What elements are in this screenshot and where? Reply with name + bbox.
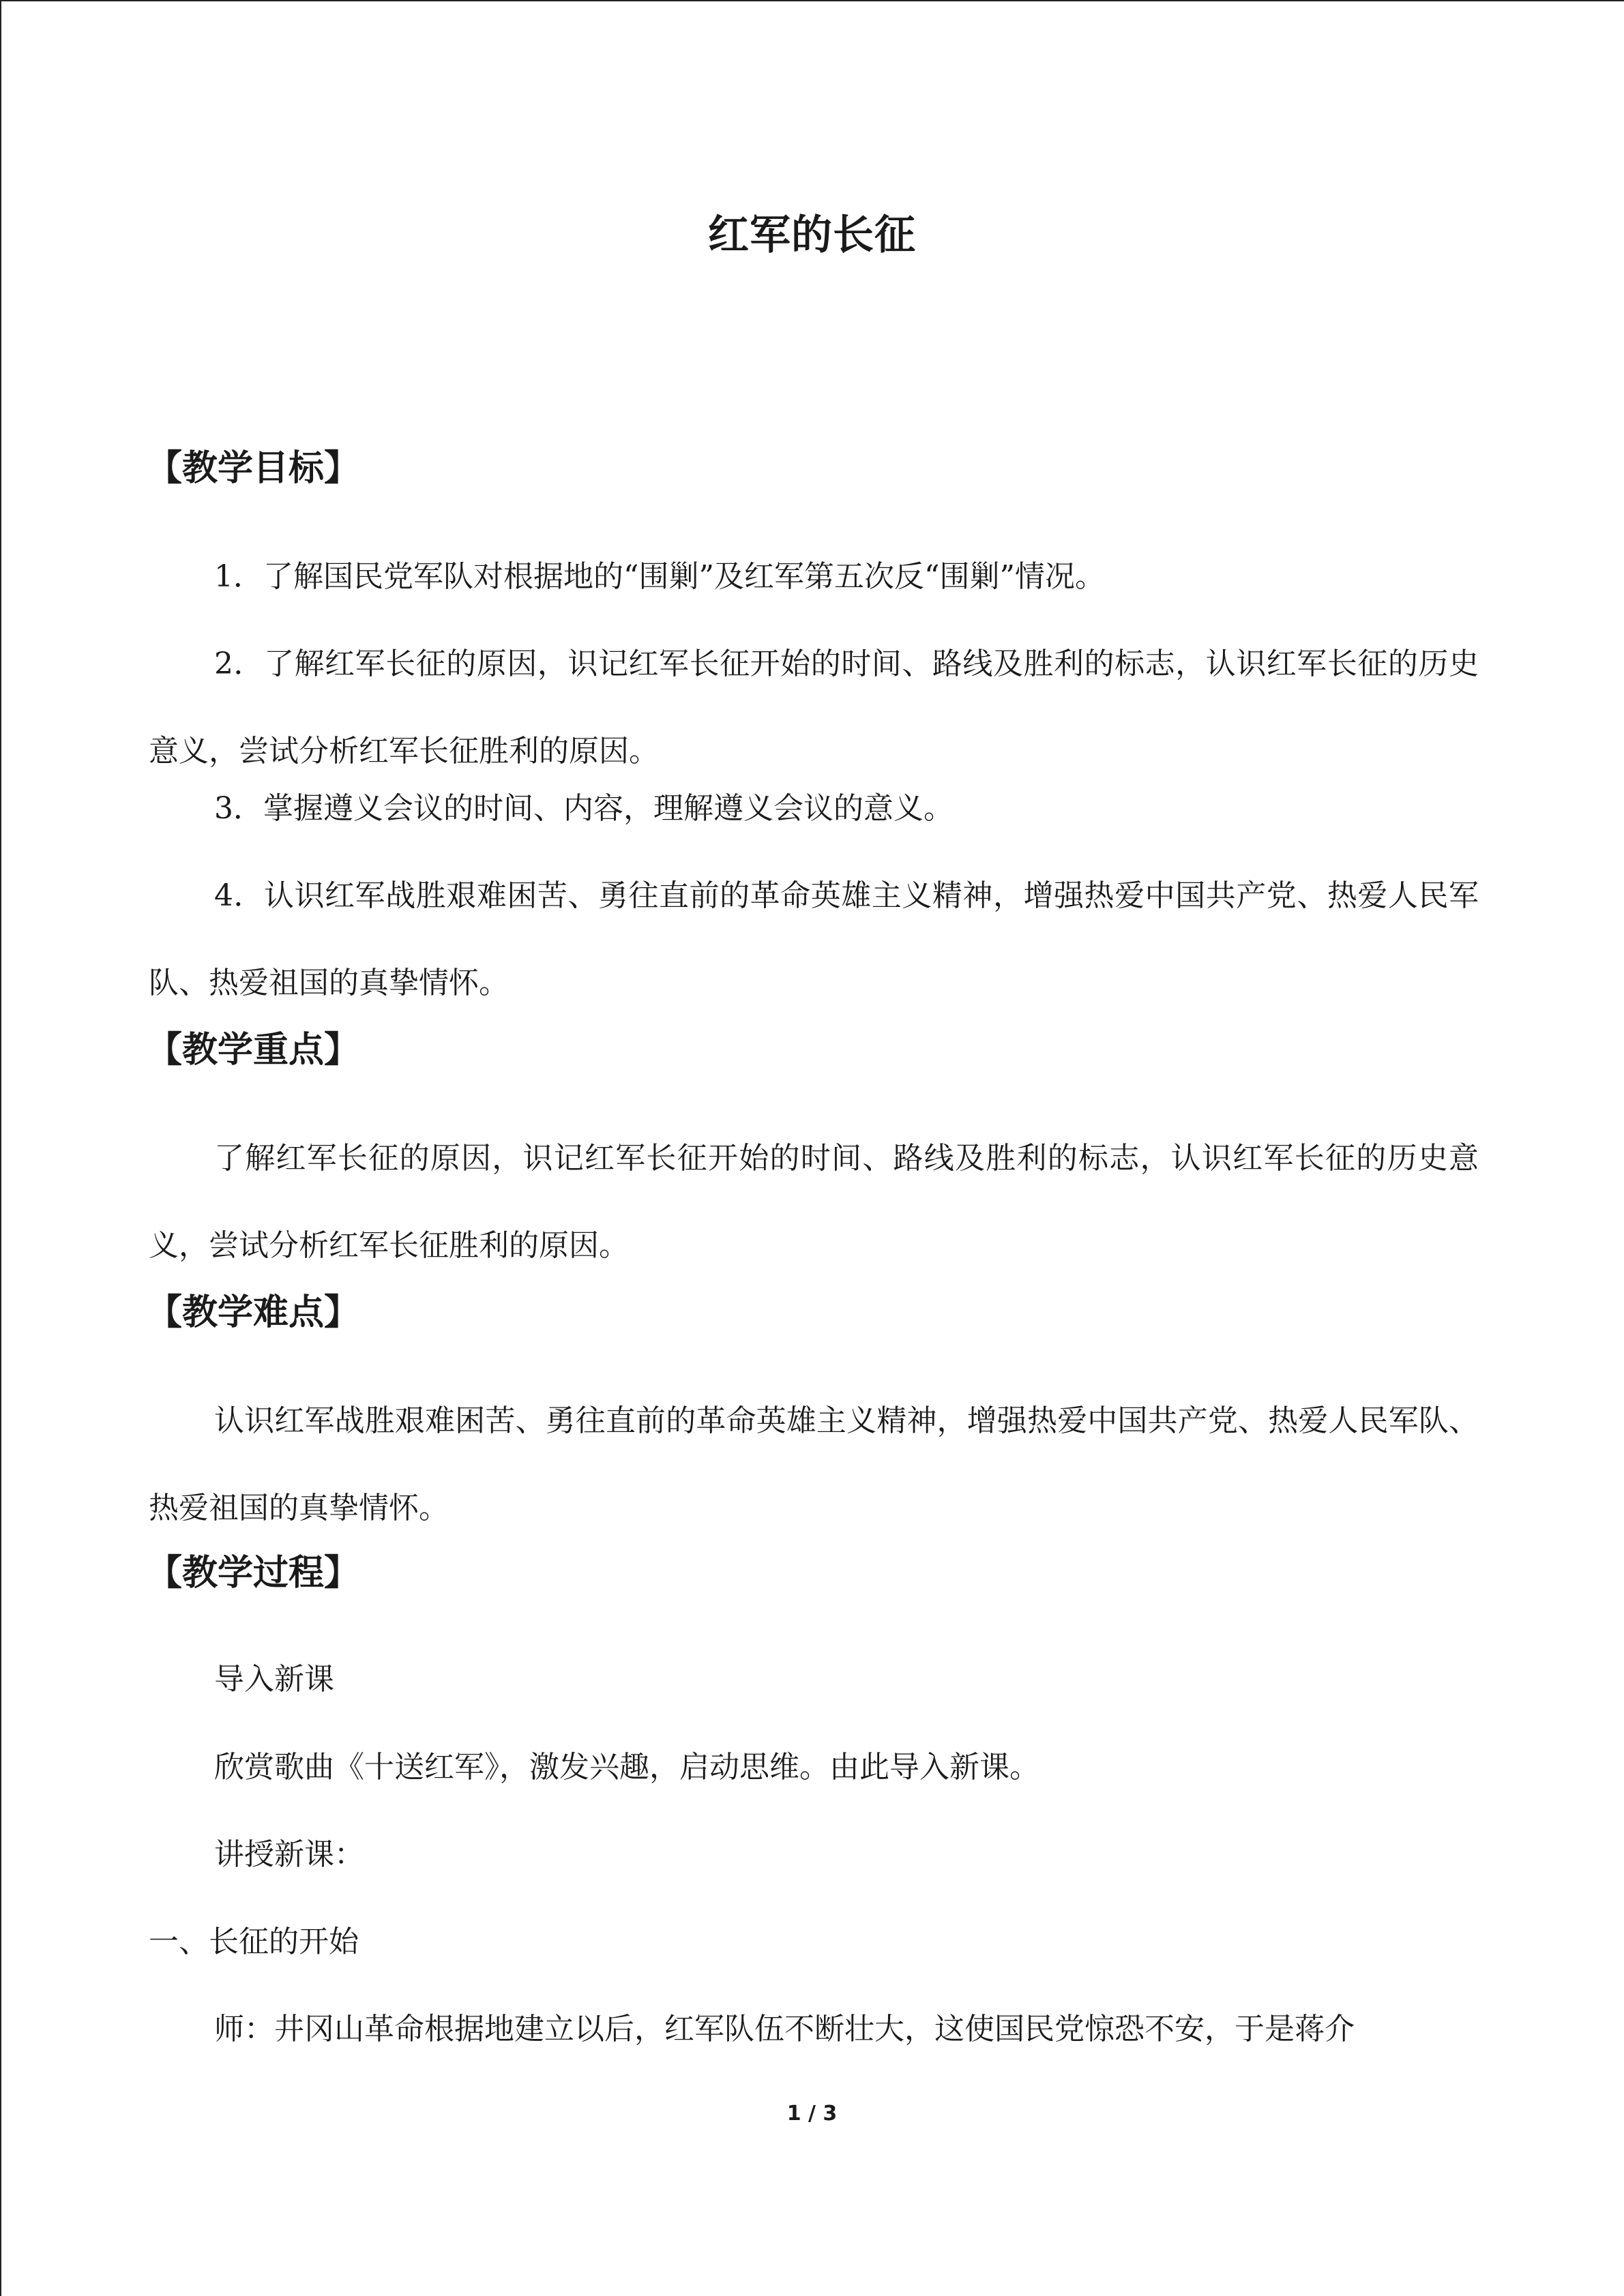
objective-item-1: 1．了解国民党军队对根据地的“围剿”及红军第五次反“围剿”情况。 [214,559,1105,594]
document-title: 红军的长征 [708,211,916,259]
lecture-label: 讲授新课： [214,1837,364,1872]
heading-key-points: 【教学重点】 [147,1030,360,1071]
part-one-title: 一、长征的开始 [149,1924,359,1959]
objective-item-4: 4．认识红军战胜艰难困苦、勇往直前的革命英雄主义精神，增强热爱中国共产党、热爱人民军队、热爱祖国的真挚情怀。 [149,878,1479,1000]
objective-item-2: 2．了解红军长征的原因，识记红军长征开始的时间、路线及胜利的标志，认识红军长征的历史意义，尝试分析红军长征胜利的原因。 [149,646,1479,769]
page-number: 1 / 3 [786,2102,838,2126]
intro-label: 导入新课 [214,1662,334,1697]
heading-process: 【教学过程】 [147,1553,360,1594]
difficulties-text: 认识红军战胜艰难困苦、勇往直前的革命英雄主义精神，增强热爱中国共产党、热爱人民军队、热爱祖国的真挚情怀。 [149,1403,1479,1525]
intro-text: 欣赏歌曲《十送红军》，激发兴趣，启动思维。由此导入新课。 [214,1750,1039,1785]
heading-objectives: 【教学目标】 [147,448,360,489]
teacher-line: 师：井冈山革命根据地建立以后，红军队伍不断壮大，这使国民党惊恐不安，于是蒋介 [214,2012,1355,2046]
key-points-text: 了解红军长征的原因，识记红军长征开始的时间、路线及胜利的标志，认识红军长征的历史意义，尝试分析红军长征胜利的原因。 [149,1141,1479,1263]
objective-item-3: 3．掌握遵义会议的时间、内容，理解遵义会议的意义。 [214,791,954,826]
heading-difficulties: 【教学难点】 [147,1292,360,1333]
